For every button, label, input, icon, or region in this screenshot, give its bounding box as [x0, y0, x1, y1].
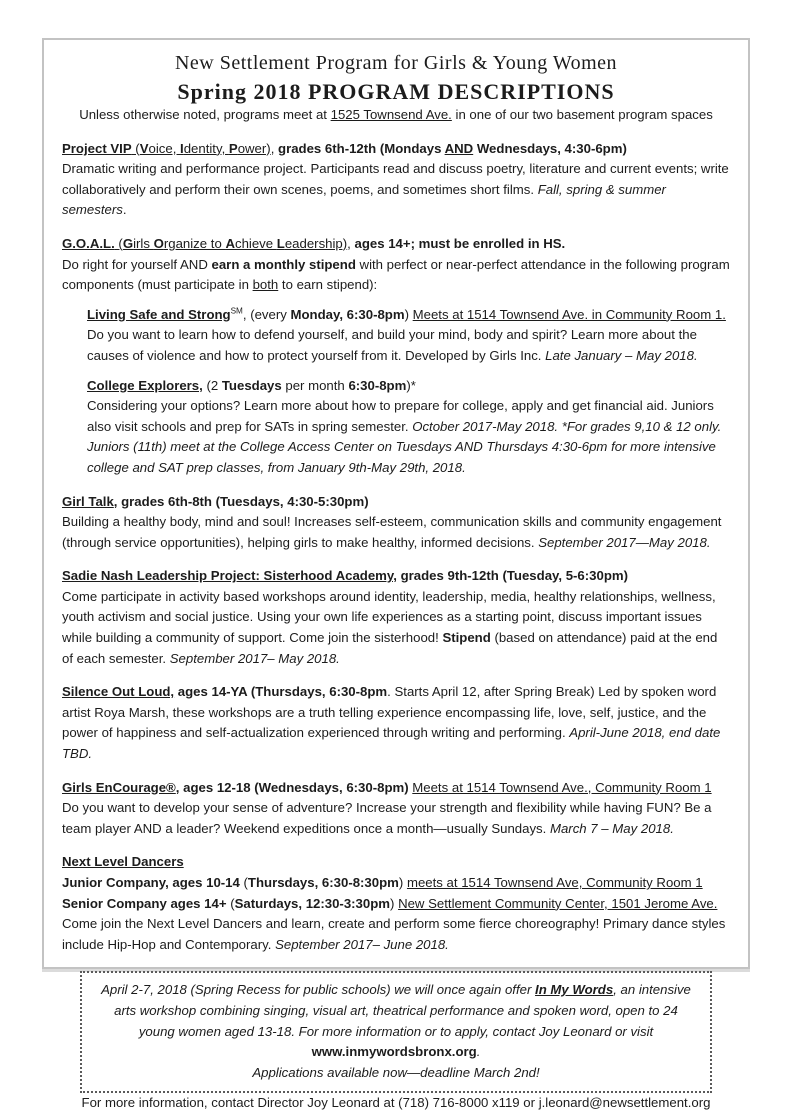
- in-my-words-paragraph: April 2-7, 2018 (Spring Recess for public schools) we will once again offer In My Words, an intensive arts workshop combining singing, visual art, theatrical performance and spoken word, open to 24 young women aged 13-18. For more information or to apply, contact Joy Leonard or visit www.inmywordsbronx.org.: [101, 982, 691, 1060]
- senior-company-line: Senior Company ages 14+ (Saturdays, 12:30-3:30pm) New Settlement Community Center, 1501 Jerome Ave.: [62, 895, 718, 911]
- girl-talk-heading: Girl Talk, grades 6th-8th (Tuesdays, 4:30-5:30pm): [62, 493, 369, 509]
- living-safe-paragraph: Living Safe and Strong℠, (every Monday, 6:30-8pm) Meets at 1514 Townsend Ave. in Community Room 1. Do you want to learn how to defend yourself, and build your mind, body and spirit? Learn more about the causes of violence and how to protect yourself from it. Developed by Girls Inc. Late January – May 2018.: [87, 306, 726, 363]
- page-title-line1: New Settlement Program for Girls & Young Women: [174, 52, 618, 74]
- goal-heading: G.O.A.L. (Girls Organize to Achieve Leadership), ages 14+; must be enrolled in HS.: [62, 235, 566, 251]
- section-project-vip: [62, 139, 730, 221]
- silence-out-loud-paragraph: Silence Out Loud, ages 14-YA (Thursdays, 6:30-8pm. Starts April 12, after Spring Break) Led by spoken word artist Roya Marsh, these workshops are a truth telling experience encompassing life, love, self, justice, and the power of happiness and self-actualization experienced through writing and performing. April-June 2018, end date TBD.: [62, 684, 721, 762]
- section-next-level-dancers: [62, 852, 730, 955]
- page-title-line2: Spring 2018 PROGRAM DESCRIPTIONS: [177, 79, 615, 104]
- subsection-college-explorers: [87, 376, 730, 479]
- section-girl-talk: [62, 492, 730, 554]
- next-level-dancers-title: Next Level Dancers: [62, 854, 184, 870]
- college-explorers-body: Considering your options? Learn more about how to prepare for college, apply and get financial aid. Juniors also visit schools and prep for SATs in spring semester. October 2017-May 2018. *For grades 9,10 & 12 only. Juniors (11th) meet at the College Access Center on Tuesdays AND Thursdays 4:30-6pm for more intensive college and SAT prep classes, from January 9th-May 29th, 2018.: [87, 398, 722, 475]
- sadie-nash-heading: Sadie Nash Leadership Project: Sisterhood Academy, grades 9th-12th (Tuesday, 5-6:30pm): [62, 568, 629, 584]
- goal-body: Do right for yourself AND earn a monthly stipend with perfect or near-perfect attendance in the following program components (must participate in both to earn stipend):: [62, 256, 730, 293]
- section-girls-encourage: [62, 778, 730, 840]
- subsection-living-safe-and-strong: [87, 305, 730, 367]
- flyer-page: [42, 38, 750, 1111]
- project-vip-body: Dramatic writing and performance project. Participants read and discuss poetry, literature and current events; write collaboratively and perform their own scenes, poems, and sometimes short films. Fall, spring & summer semesters.: [62, 161, 729, 218]
- girls-encourage-heading: Girls EnCourage®, ages 12-18 (Wednesdays, 6:30-8pm) Meets at 1514 Townsend Ave., Community Room 1: [62, 779, 712, 795]
- sadie-nash-body: Come participate in activity based workshops around identity, leadership, media, healthy relationships, wellness, youth activism and social justice. Using your own life experiences as a starting point, discuss important issues while building a community of support. Come join the sisterhood! Stipend (based on attendance) paid at the end of each semester. September 2017– May 2018.: [62, 588, 718, 666]
- junior-company-line: Junior Company, ages 10-14 (Thursdays, 6:30-8:30pm) meets at 1514 Townsend Ave, Community Room 1: [62, 875, 703, 890]
- next-level-dancers-body: Come join the Next Level Dancers and learn, create and perform some fierce choreography! Primary dance styles include Hip-Hop and Contemporary. September 2017– June 2018.: [62, 916, 726, 952]
- section-goal: [62, 234, 730, 479]
- section-silence-out-loud: [62, 682, 730, 764]
- applications-deadline-line: Applications available now—deadline March 2nd!: [252, 1064, 540, 1080]
- in-my-words-note-box: [80, 971, 712, 1093]
- project-vip-heading: Project VIP (Voice, Identity, Power), grades 6th-12th (Mondays AND Wednesdays, 4:30-6pm): [62, 140, 627, 156]
- contact-footer: For more information, contact Director Joy Leonard at (718) 716-8000 x119 or j.leonard@newsettlement.org: [81, 1095, 711, 1111]
- section-sadie-nash: [62, 566, 730, 669]
- college-explorers-heading: College Explorers, (2 Tuesdays per month 6:30-8pm)*: [87, 377, 416, 393]
- girls-encourage-body: Do you want to develop your sense of adventure? Increase your strength and flexibility while having FUN? Be a team player AND a leader? Weekend expeditions once a month—usually Sundays. March 7 – May 2018.: [62, 800, 712, 836]
- meeting-location-note: Unless otherwise noted, programs meet at 1525 Townsend Ave. in one of our two basement program spaces: [79, 107, 713, 122]
- girl-talk-body: Building a healthy body, mind and soul! Increases self-esteem, communication skills and community engagement (through service opportunities), helping girls to make healthy, informed decisions. September 2017—May 2018.: [62, 514, 722, 550]
